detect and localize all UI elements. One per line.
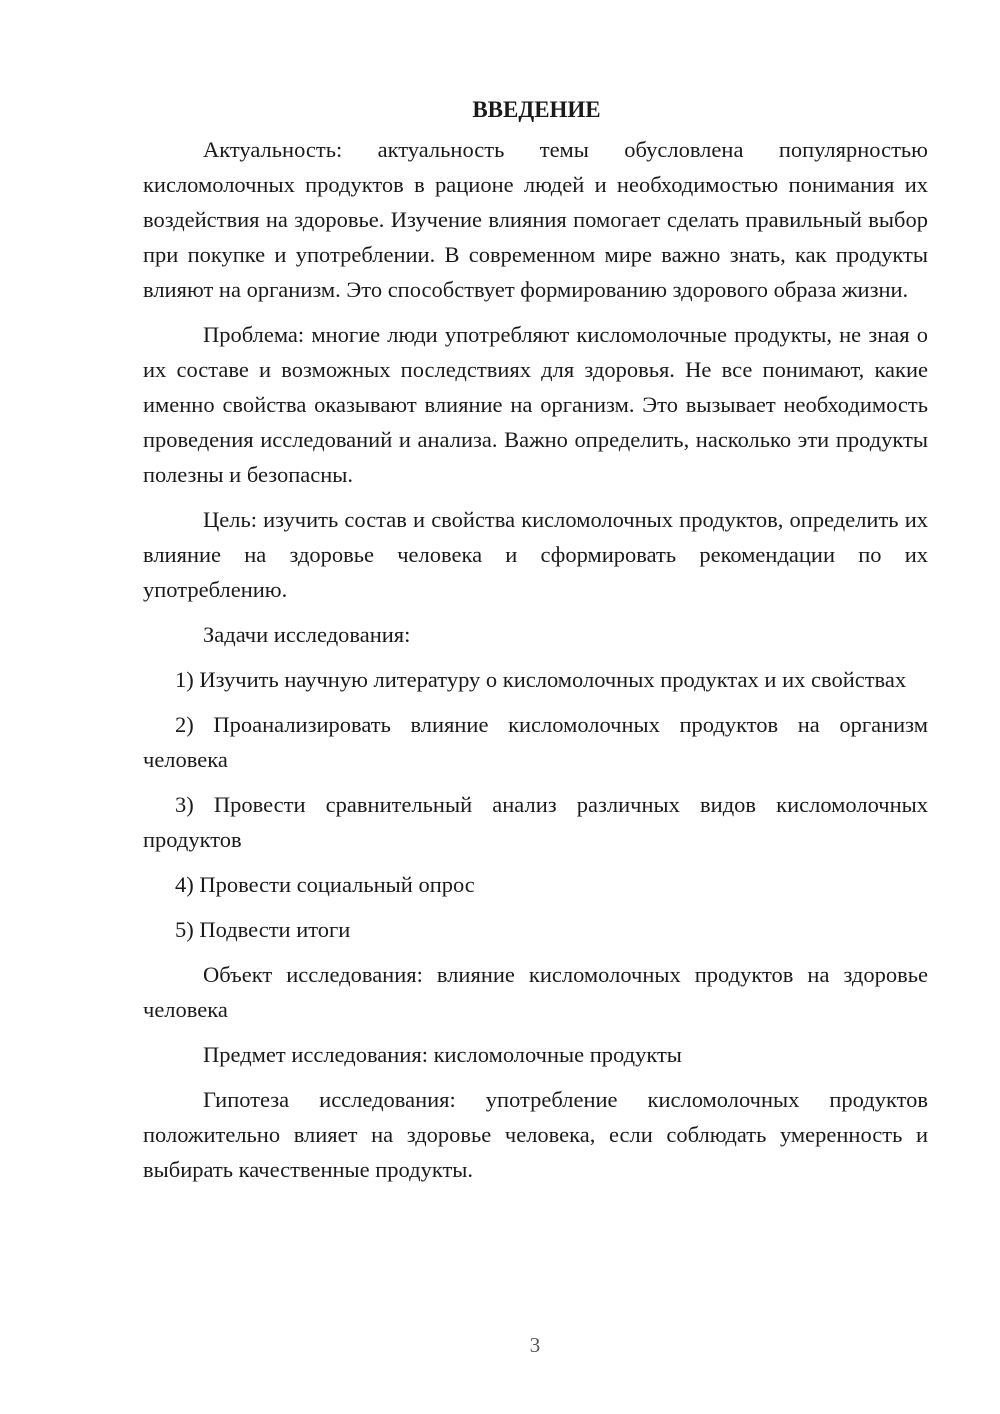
subject-paragraph: Предмет исследования: кисломолочные продукты	[203, 1042, 682, 1067]
section-title: ВВЕДЕНИЕ	[472, 97, 601, 122]
problem-paragraph: Проблема: многие люди употребляют кисломолочные продукты, не зная о их составе и возможных последствиях для здоровья. Не все понимают, какие именно свойства оказывают влияние на организм. Это вызывает необходимость проведения исследований и анализа. Важно определить, насколько эти продукты полезны и безопасны.	[143, 322, 928, 487]
task-item: 1) Изучить научную литературу о кисломолочных продуктах и их свойствах	[175, 667, 907, 692]
relevance-paragraph: Актуальность: актуальность темы обусловлена популярностью кисломолочных продуктов в рационе людей и необходимостью понимания их воздействия на здоровье. Изучение влияния помогает сделать правильный выбор при покупке и употреблении. В современном мире важно знать, как продукты влияют на организм. Это способствует формированию здорового образа жизни.	[143, 137, 928, 302]
page-number: 3	[529, 1333, 541, 1357]
task-item: 2) Проанализировать влияние кисломолочных продуктов на организм человека	[143, 712, 928, 772]
goal-paragraph: Цель: изучить состав и свойства кисломолочных продуктов, определить их влияние на здоровье человека и сформировать рекомендации по их употреблению.	[143, 507, 928, 602]
hypothesis-paragraph: Гипотеза исследования: употребление кисломолочных продуктов положительно влияет на здоровье человека, если соблюдать умеренность и выбирать качественные продукты.	[143, 1087, 928, 1182]
object-paragraph: Объект исследования: влияние кисломолочных продуктов на здоровье человека	[143, 962, 928, 1022]
task-item: 3) Провести сравнительный анализ различных видов кисломолочных продуктов	[143, 792, 928, 852]
document-page	[143, 92, 928, 1197]
task-item: 5) Подвести итоги	[175, 917, 351, 942]
task-item: 4) Провести социальный опрос	[175, 872, 475, 897]
tasks-heading: Задачи исследования:	[203, 622, 411, 647]
